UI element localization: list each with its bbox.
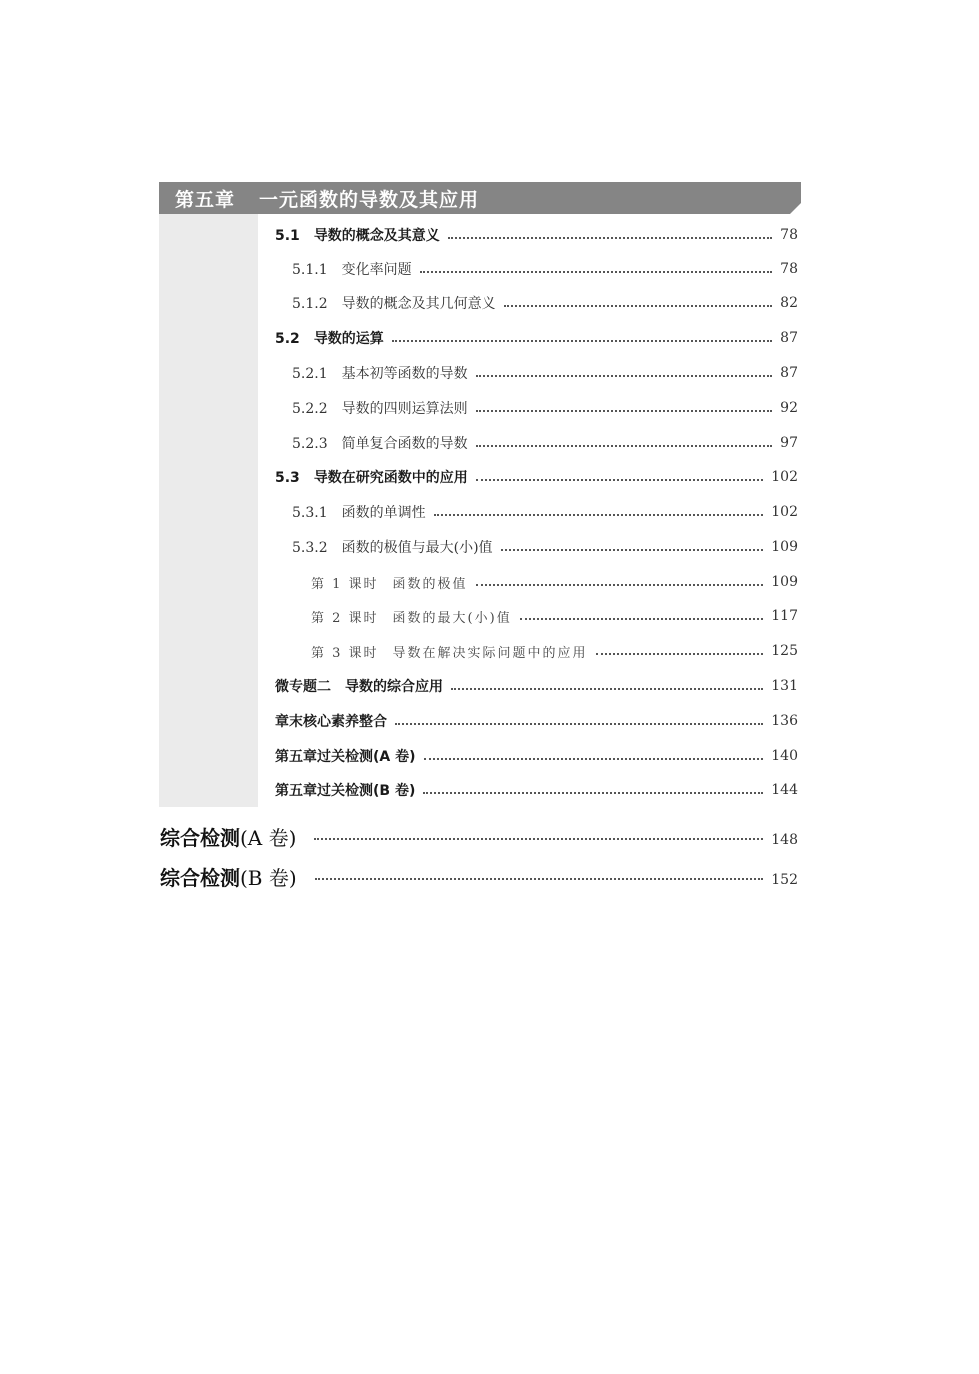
page-number: 87 <box>780 365 798 381</box>
dot-leader <box>392 340 772 342</box>
toc-entry-chapter-test-b[interactable] <box>275 779 798 801</box>
section-number: 5.2.2 <box>292 401 328 417</box>
entry-title: 章末核心素养整合 <box>275 714 387 730</box>
page-number: 102 <box>771 504 798 520</box>
toc-entry-lesson-3[interactable] <box>311 640 798 662</box>
page-number: 78 <box>780 227 798 243</box>
section-title: 基本初等函数的导数 <box>341 366 468 382</box>
lesson-number: 第 1 课时 <box>311 576 379 592</box>
toc-entry-5-2[interactable] <box>275 327 798 349</box>
dot-leader <box>476 375 773 377</box>
section-title: 简单复合函数的导数 <box>341 436 468 452</box>
page-number: 136 <box>771 713 798 729</box>
section-number: 5.1.1 <box>292 262 328 278</box>
toc-entry-5-3-1[interactable] <box>292 501 798 523</box>
toc-entry-5-2-2[interactable] <box>292 397 798 419</box>
dot-leader <box>434 514 764 516</box>
page-number: 87 <box>780 330 798 346</box>
page-number: 152 <box>771 872 798 888</box>
lesson-number: 第 2 课时 <box>311 610 379 626</box>
page-number: 117 <box>771 608 798 624</box>
entry-title: 第五章过关检测(B 卷) <box>275 783 416 799</box>
section-title: 函数的单调性 <box>341 505 426 521</box>
dot-leader <box>476 479 763 481</box>
toc-entry-5-1-1[interactable] <box>292 258 798 280</box>
dot-leader <box>424 758 764 760</box>
dot-leader <box>476 410 773 412</box>
entry-volume: (B 卷) <box>240 865 297 890</box>
toc-entry-5-3-2[interactable] <box>292 536 798 558</box>
section-title: 变化率问题 <box>341 262 412 278</box>
dot-leader <box>314 838 763 840</box>
section-title: 导数的概念及其意义 <box>313 228 440 244</box>
section-title: 导数的四则运算法则 <box>341 401 468 417</box>
section-title: 导数在研究函数中的应用 <box>313 470 468 486</box>
toc-entry-chapter-test-a[interactable] <box>275 745 798 767</box>
page-number: 102 <box>771 469 798 485</box>
page-number: 125 <box>771 643 798 659</box>
dot-leader <box>423 792 763 794</box>
section-number: 5.3 <box>275 470 300 486</box>
toc-entry-lesson-1[interactable] <box>311 571 798 593</box>
toc-entry-5-3[interactable] <box>275 466 798 488</box>
toc-entry-comprehensive-test-a[interactable] <box>160 822 798 850</box>
lesson-number: 第 3 课时 <box>311 645 379 661</box>
toc-entry-5-2-1[interactable] <box>292 362 798 384</box>
page-number: 78 <box>780 261 798 277</box>
topic-number: 微专题二 <box>275 679 331 695</box>
entry-title: 综合检测 <box>160 825 240 850</box>
page-number: 148 <box>771 832 798 848</box>
page-number: 109 <box>771 539 798 555</box>
section-number: 5.2 <box>275 331 300 347</box>
chapter-header <box>159 182 801 214</box>
toc-entry-5-1[interactable] <box>275 224 798 246</box>
chapter-number: 第五章 <box>175 188 236 211</box>
section-number: 5.1.2 <box>292 296 328 312</box>
dot-leader <box>395 723 763 725</box>
section-title: 函数的极值与最大(小)值 <box>341 540 493 556</box>
dot-leader <box>596 653 764 655</box>
entry-title: 第五章过关检测(A 卷) <box>275 749 416 765</box>
page-number: 97 <box>780 435 798 451</box>
toc-entry-special-topic-2[interactable] <box>275 675 798 697</box>
entry-volume: (A 卷) <box>240 825 297 850</box>
dot-leader <box>448 237 772 239</box>
toc-entry-5-1-2[interactable] <box>292 292 798 314</box>
topic-title: 导数的综合应用 <box>345 679 443 695</box>
page-number: 144 <box>771 782 798 798</box>
section-title: 导数的概念及其几何意义 <box>341 296 496 312</box>
section-number: 5.3.1 <box>292 505 328 521</box>
page-number: 140 <box>771 748 798 764</box>
toc-entry-chapter-summary[interactable] <box>275 710 798 732</box>
lesson-title: 函数的最大(小)值 <box>392 610 512 626</box>
dot-leader <box>520 618 764 620</box>
page-number: 131 <box>771 678 798 694</box>
section-number: 5.3.2 <box>292 540 328 556</box>
section-number: 5.2.1 <box>292 366 328 382</box>
page-number: 92 <box>780 400 798 416</box>
page-number: 82 <box>780 295 798 311</box>
chapter-title: 一元函数的导数及其应用 <box>259 188 480 211</box>
dot-leader <box>501 549 764 551</box>
section-title: 导数的运算 <box>313 331 384 347</box>
dot-leader <box>476 445 773 447</box>
dot-leader <box>504 305 773 307</box>
entry-title: 综合检测 <box>160 865 240 890</box>
dot-leader <box>315 878 764 880</box>
dot-leader <box>420 271 773 273</box>
page-number: 109 <box>771 574 798 590</box>
side-band <box>159 214 258 807</box>
dot-leader <box>451 688 763 690</box>
lesson-title: 函数的极值 <box>392 576 468 592</box>
page-fold-corner <box>790 203 801 214</box>
section-number: 5.2.3 <box>292 436 328 452</box>
toc-entry-comprehensive-test-b[interactable] <box>160 862 798 890</box>
toc-entry-lesson-2[interactable] <box>311 605 798 627</box>
toc-entry-5-2-3[interactable] <box>292 432 798 454</box>
section-number: 5.1 <box>275 228 300 244</box>
lesson-title: 导数在解决实际问题中的应用 <box>392 645 588 661</box>
dot-leader <box>476 584 764 586</box>
